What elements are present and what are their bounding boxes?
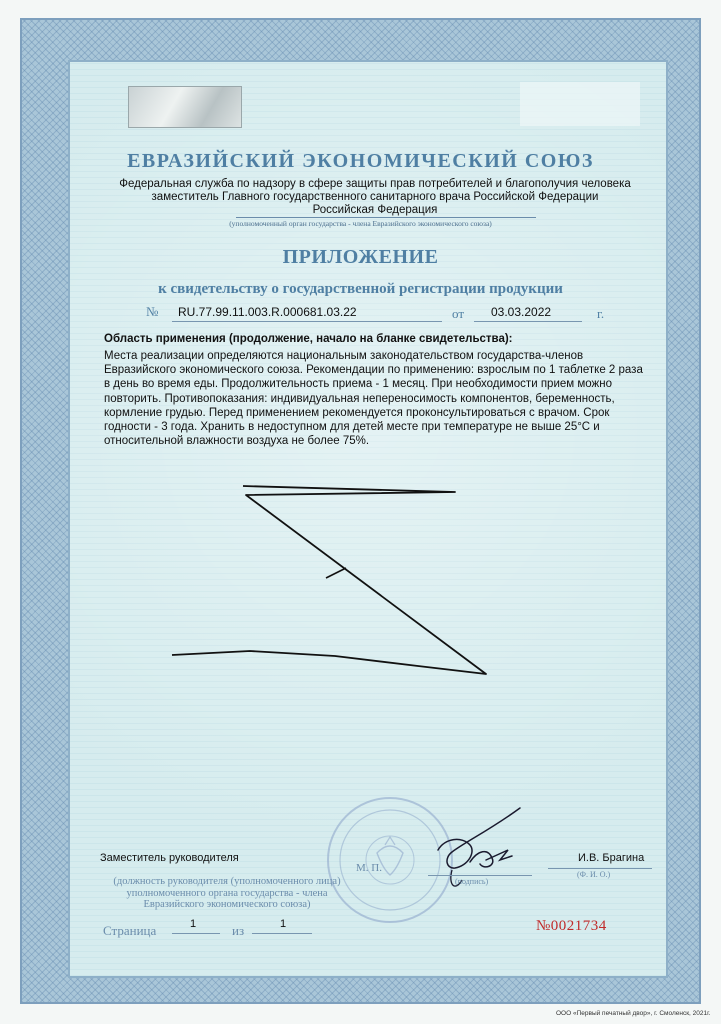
annex-title: ПРИЛОЖЕНИЕ — [282, 246, 439, 268]
position-caption: (должность руководителя (уполномоченного лица) уполномоченного органа государства - члена Евразийского экономического союза) — [113, 876, 341, 910]
page-total-underline — [252, 933, 312, 934]
signer-name: И.В. Брагина — [578, 852, 645, 864]
registration-number: RU.77.99.11.003.R.000681.03.22 — [178, 305, 357, 319]
date-label: от — [452, 306, 465, 321]
signature-caption: (подпись) — [455, 877, 489, 886]
union-title: ЕВРАЗИЙСКИЙ ЭКОНОМИЧЕСКИЙ СОЮЗ — [127, 150, 594, 172]
registration-date: 03.03.2022 — [491, 305, 552, 319]
signature-underline — [428, 875, 532, 876]
page-label: Страница — [103, 923, 157, 938]
serial-number: №0021734 — [536, 918, 607, 934]
signer-position: Заместитель руководителя — [100, 852, 239, 864]
number-label: № — [146, 304, 159, 319]
fio-caption: (Ф. И. О.) — [577, 870, 611, 879]
printer-imprint: ООО «Первый печатный двор», г. Смоленск, 2021г. — [556, 1010, 711, 1017]
of-label: из — [232, 923, 245, 938]
agency-line-3: Российская Федерация — [312, 204, 438, 216]
agency-caption: (уполномоченный орган государства - члена Евразийского экономического союза) — [229, 219, 492, 228]
page-current: 1 — [190, 918, 197, 930]
stamp-placeholder-label: М. П. — [356, 862, 382, 874]
page-total: 1 — [280, 918, 287, 930]
page-current-underline — [172, 933, 220, 934]
scope-text: Места реализации определяются национальным законодательством государства-членов Евразийского экономического союза. Рекомендации по применению: взрослым по 1 таблетке 2 раза в день во время еды. Продолжительность приема - 1 месяц. При необходимости прием можно повторить. Противопоказания: индивидуальная непереносимость компонентов, беременность, кормление грудью. Перед применением рекомендуется проконсультироваться с врачом. Срок годности - 3 года. Хранить в недоступном для детей месте при температуре не выше 25°С и относительной влажности воздуха не более 75%. — [104, 350, 643, 448]
agency-line-2: заместитель Главного государственного санитарного врача Российской Федерации — [151, 191, 599, 203]
annex-subtitle: к свидетельству о государственной регистрации продукции — [158, 281, 563, 297]
scope-heading: Область применения (продолжение, начало на бланке свидетельства): — [104, 333, 513, 345]
name-underline — [548, 868, 652, 869]
year-label: г. — [597, 306, 605, 321]
agency-line-1: Федеральная служба по надзору в сфере защиты прав потребителей и благополучия человека — [119, 178, 631, 190]
